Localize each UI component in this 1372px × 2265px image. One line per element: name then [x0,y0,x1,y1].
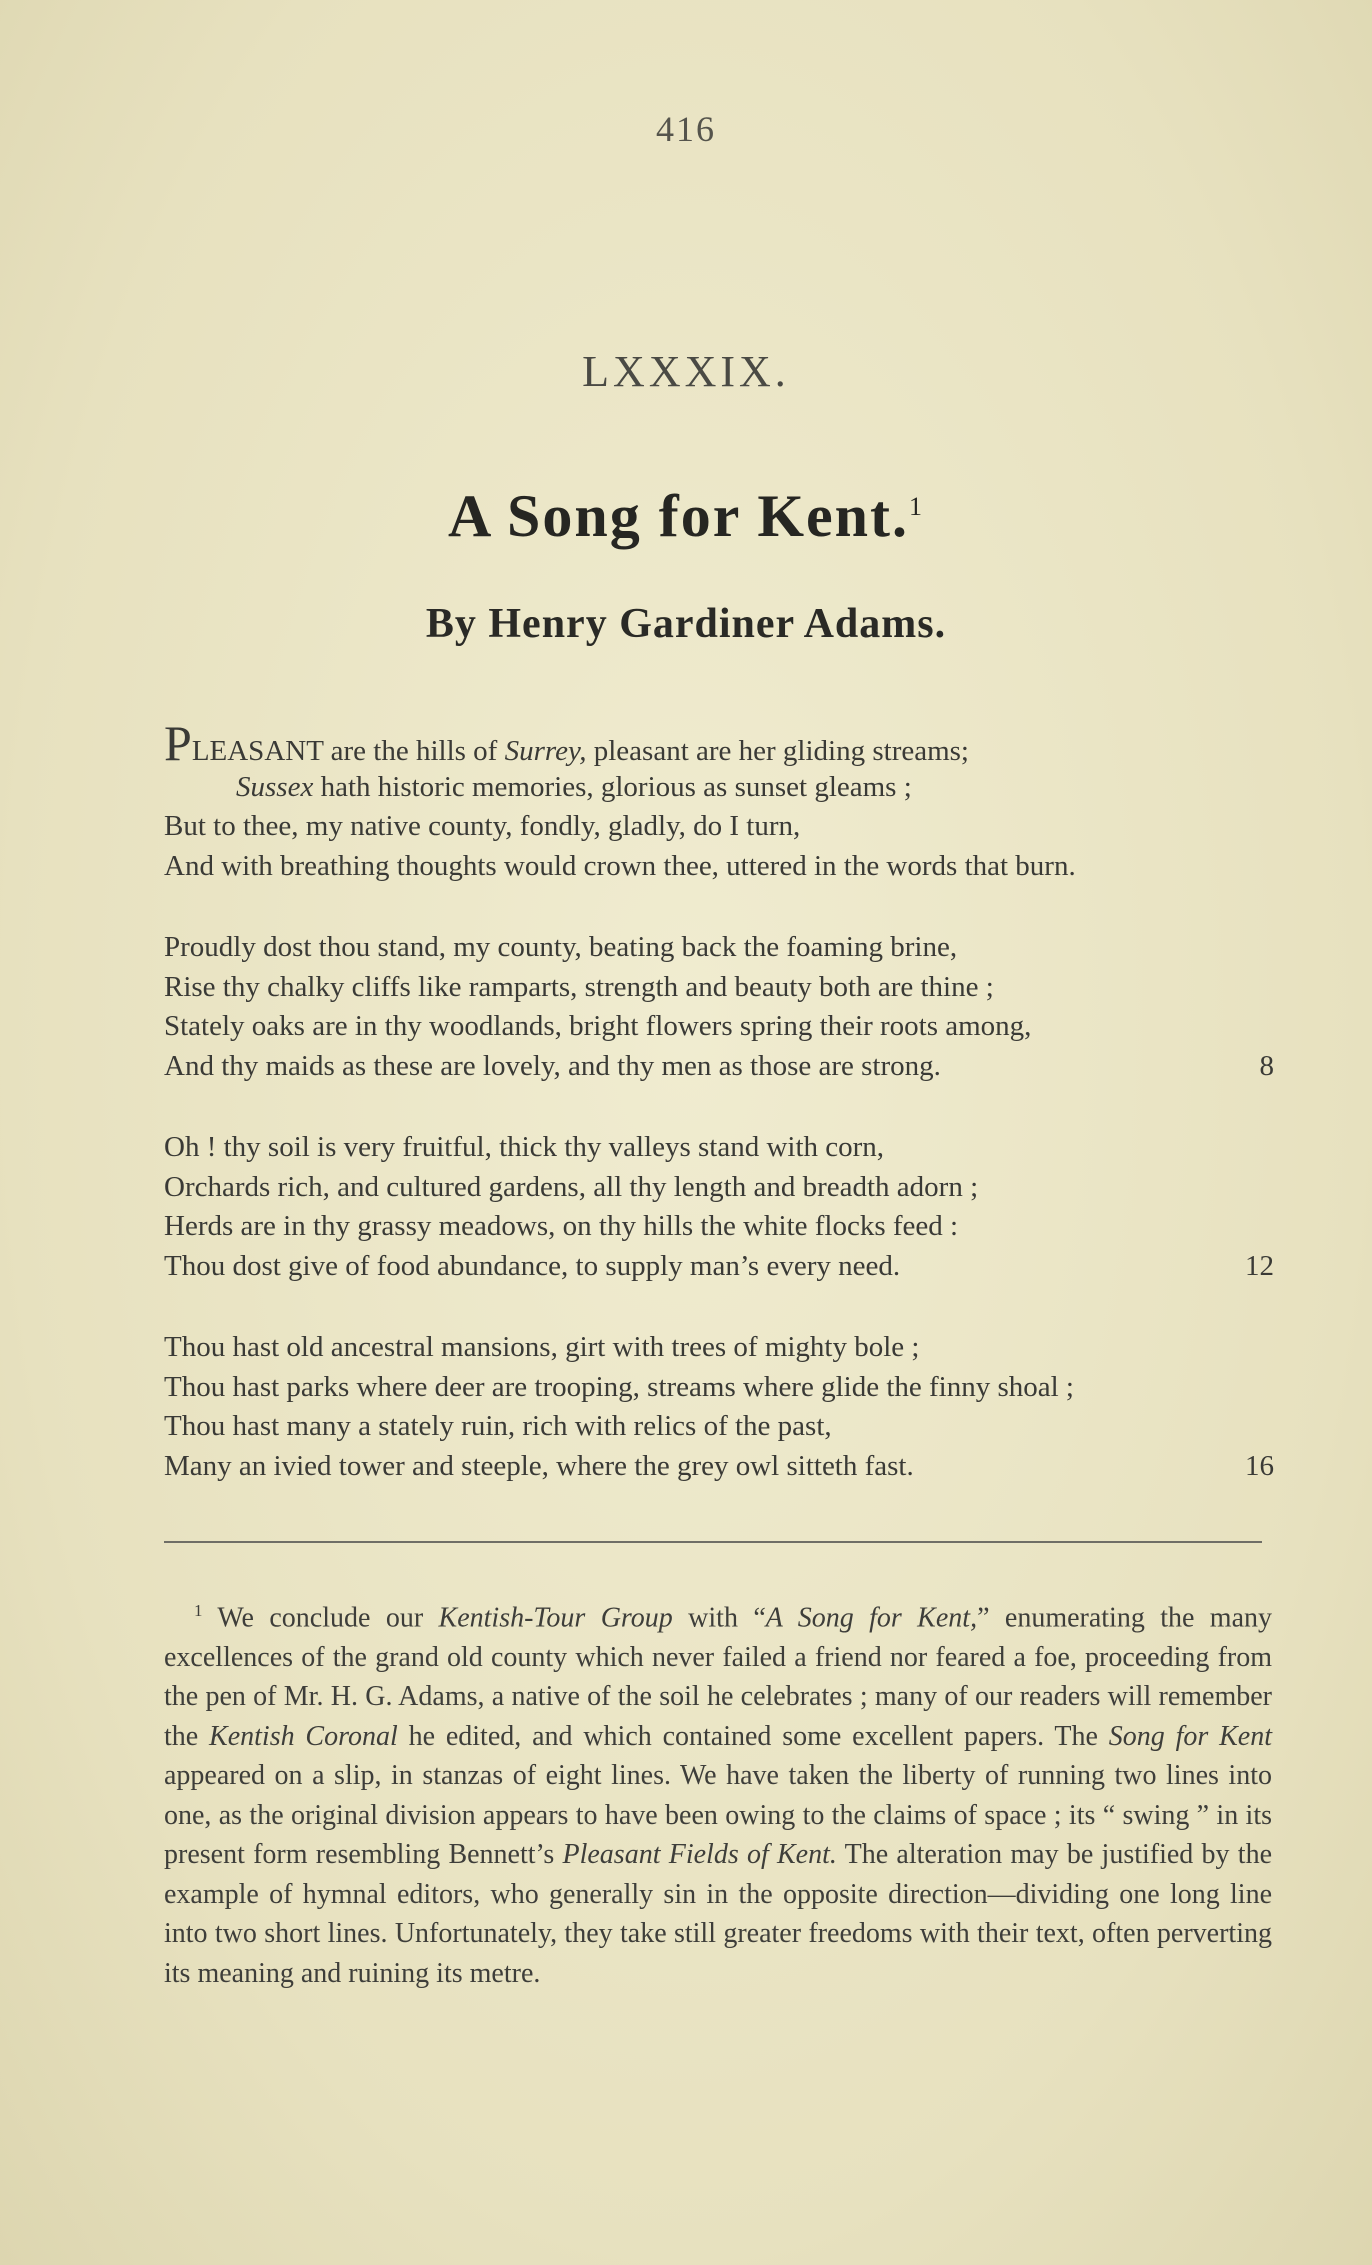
poem-line [164,768,1274,808]
poem-line [164,1207,1274,1247]
footnote-segment: Pleasant Fields of Kent. [562,1839,837,1871]
footnote-ref: 1 [908,492,924,521]
poem-line [164,1328,1274,1368]
line-text: Herds are in thy grassy meadows, on thy hills the white flocks feed : [164,1210,959,1242]
poem-line [164,715,1274,771]
poem-line [164,1368,1274,1408]
line-text: Oh ! thy soil is very fruitful, thick thy valleys stand with corn, [164,1131,885,1163]
poem-line [164,1047,1274,1087]
drop-cap: P [164,715,192,771]
footnote-segment: he edited, and which contained some excellent papers. The [397,1720,1109,1752]
poem-line [164,807,1274,847]
line-text: Proudly dost thou stand, my county, beating back the foaming brine, [164,931,958,963]
footnote-divider [164,1541,1262,1543]
line-text: Thou dost give of food abundance, to supply man’s every need. [164,1249,901,1282]
poem-author: By Henry Gardiner Adams. [425,601,947,647]
poem-line [164,1007,1274,1047]
poem-line [164,1447,1274,1487]
line-text: hath historic memories, glorious as sunset gleams ; [313,770,912,803]
footnote-marker: 1 [194,1601,203,1620]
page-number: 416 [656,109,716,149]
footnote-segment: Kentish-Tour Group [438,1602,673,1634]
line-text: But to thee, my native county, fondly, gladly, do I turn, [164,810,801,842]
line-text: Thou hast parks where deer are trooping, streams where glide the finny shoal ; [164,1370,1074,1403]
line-text: Many an ivied tower and steeple, where the grey owl sitteth fast. [164,1449,914,1482]
footnote-segment: We conclude our [202,1602,439,1634]
footnote-segment: with “ [672,1602,766,1634]
poem-title [0,482,1372,551]
line-text: Thou hast many a stately ruin, rich with relics of the past, [164,1410,832,1442]
footnote-segment: ” enumerating the many excellences of the grand old county which never failed a friend nor feared a foe, proceeding from the pen of Mr. H. G. Adams, a native of the soil he celebrates ; many of our readers will remember the [164,1602,1273,1752]
chapter-heading: LXXXIX. [582,347,790,396]
line-text: Sussex [236,770,314,803]
poem-line [164,1407,1274,1447]
stanza [164,1328,1274,1486]
poem-line [164,968,1274,1008]
stanza [164,1128,1274,1286]
line-text: Thou hast old ancestral mansions, girt with trees of mighty bole ; [164,1331,920,1363]
line-number: 16 [1245,1449,1274,1482]
footnote-segment: Song for Kent [1108,1720,1273,1752]
poem-line [164,1168,1274,1208]
stanza [164,715,1274,886]
footnote-segment: Kentish Coronal [209,1720,398,1752]
footnote-segment: The alteration may be justified by the example of hymnal editors, who generally sin in the opposite direction—dividing one long line into two short lines. Unfortunately, they take still greater freedoms with their text, often perverting its meaning and ruining its metre. [164,1839,1273,1989]
poem-title-text: A Song for Kent. [448,483,909,549]
line-number: 8 [1259,1049,1274,1082]
line-number: 12 [1245,1249,1274,1282]
poem-line [164,1247,1274,1287]
line-text: Rise thy chalky cliffs like ramparts, strength and beauty both are thine ; [164,970,994,1003]
line-text: pleasant are her gliding streams; [586,735,969,767]
line-text: Orchards rich, and cultured gardens, all thy length and breadth adorn ; [164,1170,979,1203]
footnote-text [164,1591,1272,1993]
line-text: Surrey, [504,735,587,767]
poem-line [164,847,1274,887]
footnote [164,1591,1272,1993]
footnote-segment: A Song for Kent, [765,1602,978,1634]
stanza [164,928,1274,1086]
line-text: And with breathing thoughts would crown thee, uttered in the words that burn. [164,849,1076,882]
poem-line [164,1128,1274,1168]
line-text: LEASANT are the hills of [191,735,505,767]
line-text: Stately oaks are in thy woodlands, bright flowers spring their roots among, [164,1010,1032,1042]
footnote-segment: appeared on a slip, in stanzas of eight lines. We have taken the liberty of running two lines into one, as the original division appears to have been owing to the claims of space ; its “ swing ” in its present form resembling Bennett’s [164,1760,1272,1871]
line-text: And thy maids as these are lovely, and thy men as those are strong. [164,1049,941,1082]
poem-line [164,928,1274,968]
